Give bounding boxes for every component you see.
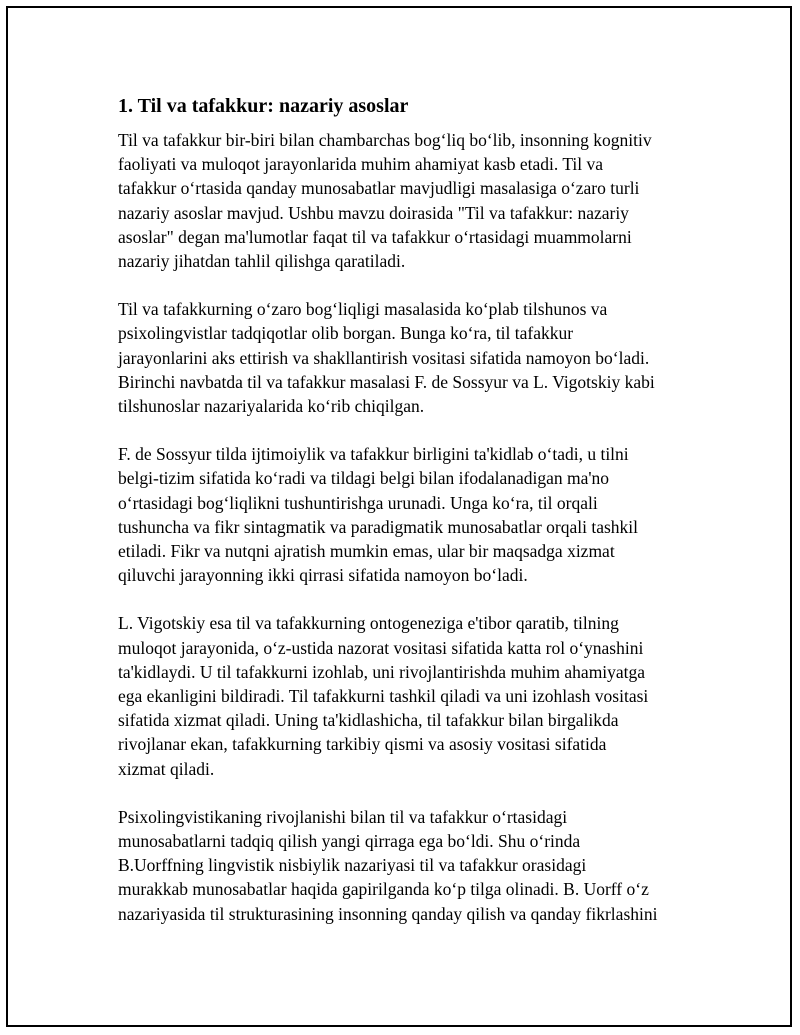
- text-line: ega ekanligini bildiradi. Til tafakkurni tashkil qiladi va uni izohlash vositasi: [118, 686, 649, 707]
- text-line: Birinchi navbatda til va tafakkur masalasi F. de Sossyur va L. Vigotskiy kabi: [118, 371, 655, 392]
- text-line: ta'kidlaydi. U til tafakkurni izohlab, uni rivojlantirishda muhim ahamiyatga: [118, 661, 646, 682]
- text-line: qiluvchi jarayonning ikki qirrasi sifatida namoyon bo‘ladi.: [118, 565, 528, 586]
- text-line: F. de Sossyur tilda ijtimoiylik va tafakkur birligini ta'kidlab o‘tadi, u tilni: [118, 444, 629, 465]
- text-line: psixolingvistlar tadqiqotlar olib borgan. Bunga ko‘ra, til tafakkur: [118, 323, 574, 344]
- paragraph-2: [118, 297, 698, 418]
- text-line: Psixolingvistikaning rivojlanishi bilan til va tafakkur o‘rtasidagi: [118, 806, 568, 827]
- text-line: nazariy jihatdan tahlil qilishga qaratiladi.: [118, 251, 406, 272]
- document-body: [118, 94, 698, 950]
- text-line: belgi-tizim sifatida ko‘radi va tildagi belgi bilan ifodalanadigan ma'no: [118, 468, 610, 489]
- text-line: muloqot jarayonida, o‘z-ustida nazorat vositasi sifatida katta rol o‘ynashini: [118, 637, 644, 658]
- text-line: jarayonlarini aks ettirish va shakllantirish vositasi sifatida namoyon bo‘ladi.: [118, 347, 650, 368]
- text-line: Til va tafakkurning o‘zaro bog‘liqligi masalasida ko‘plab tilshunos va: [118, 299, 608, 320]
- text-line: munosabatlarni tadqiq qilish yangi qirraga ega bo‘ldi. Shu o‘rinda: [118, 831, 581, 852]
- text-line: Til va tafakkur bir-biri bilan chambarchas bog‘liq bo‘lib, insonning kognitiv: [118, 130, 652, 150]
- text-line: sifatida xizmat qiladi. Uning ta'kidlashicha, til tafakkur bilan birgalikda: [118, 710, 619, 731]
- text-line: asoslar" degan ma'lumotlar faqat til va tafakkur o‘rtasidagi muammolarni: [118, 226, 632, 247]
- section-heading: 1. Til va tafakkur: nazariy asoslar: [118, 95, 409, 117]
- text-line: rivojlanar ekan, tafakkurning tarkibiy qismi va asosiy vositasi sifatida: [118, 734, 607, 755]
- paragraph-1: [118, 128, 698, 273]
- text-line: faoliyati va muloqot jarayonlarida muhim ahamiyat kasb etadi. Til va: [118, 154, 604, 175]
- paragraph-4: [118, 611, 698, 780]
- text-line: xizmat qiladi.: [118, 758, 215, 779]
- text-line: nazariyasida til strukturasining insonning qanday qilish va qanday fikrlashini: [118, 903, 658, 924]
- text-line: nazariy asoslar mavjud. Ushbu mavzu doirasida "Til va tafakkur: nazariy: [118, 202, 629, 223]
- text-line: etiladi. Fikr va nutqni ajratish mumkin emas, ular bir maqsadga xizmat: [118, 541, 615, 562]
- paragraph-3: [118, 442, 698, 587]
- text-line: tilshunoslar nazariyalarida ko‘rib chiqilgan.: [118, 396, 425, 417]
- text-line: o‘rtasidagi bog‘liqlikni tushuntirishga urunadi. Unga ko‘ra, til orqali: [118, 492, 598, 513]
- text-line: L. Vigotskiy esa til va tafakkurning ontogeneziga e'tibor qaratib, tilning: [118, 613, 619, 634]
- text-line: B.Uorffning lingvistik nisbiylik nazariyasi til va tafakkur orasidagi: [118, 855, 587, 876]
- text-line: tushuncha va fikr sintagmatik va paradigmatik munosabatlar orqali tashkil: [118, 516, 639, 537]
- text-line: tafakkur o‘rtasida qanday munosabatlar mavjudligi masalasiga o‘zaro turli: [118, 178, 640, 199]
- paragraph-5: [118, 805, 698, 926]
- text-line: murakkab munosabatlar haqida gapirilganda ko‘p tilga olinadi. B. Uorff o‘z: [118, 879, 649, 900]
